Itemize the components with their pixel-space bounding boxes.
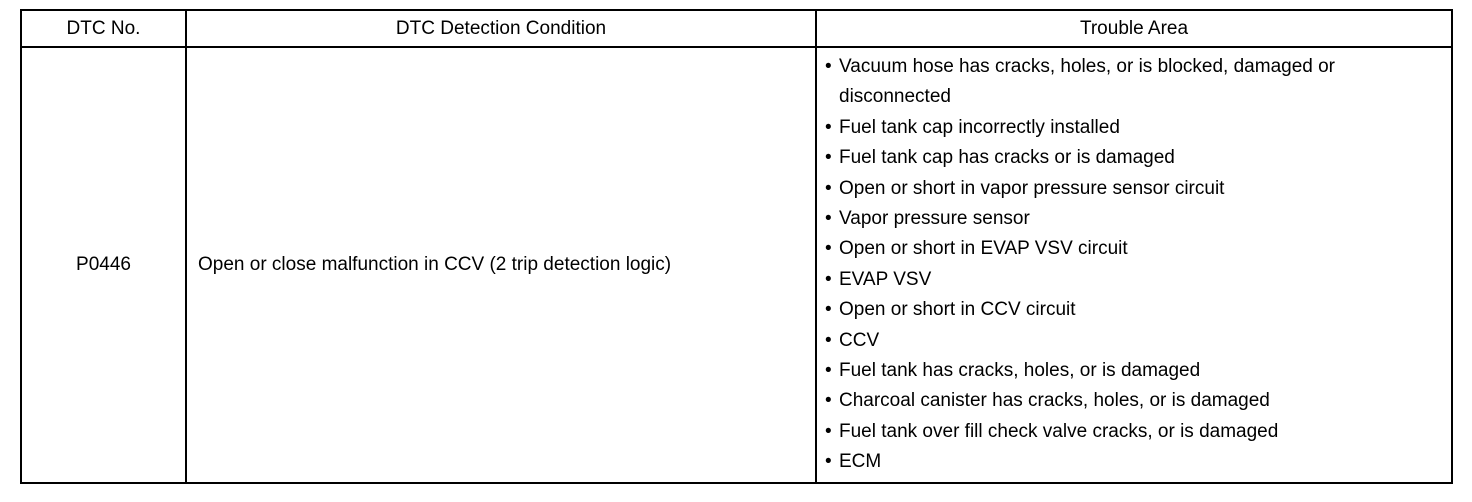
dtc-code: P0446 [21, 47, 186, 483]
list-item: • Open or short in EVAP VSV circuit [825, 234, 1443, 264]
list-item: • ECM [825, 447, 1443, 477]
header-row [21, 10, 1452, 47]
list-item: • Vacuum hose has cracks, holes, or is blocked, damaged or disconnected [825, 52, 1443, 113]
list-item: • Fuel tank cap has cracks or is damaged [825, 143, 1443, 173]
header-dtc-no: DTC No. [21, 10, 186, 47]
list-item: • Open or short in vapor pressure sensor circuit [825, 174, 1443, 204]
list-item: • Open or short in CCV circuit [825, 295, 1443, 325]
dtc-table [20, 9, 1453, 484]
list-item: • Fuel tank has cracks, holes, or is damaged [825, 356, 1443, 386]
list-item: • Charcoal canister has cracks, holes, or is damaged [825, 386, 1443, 416]
table-row [21, 47, 1452, 483]
trouble-area-list [825, 52, 1443, 478]
header-trouble-area: Trouble Area [816, 10, 1452, 47]
list-item: • CCV [825, 326, 1443, 356]
trouble-area-cell [816, 47, 1452, 483]
header-detection-condition: DTC Detection Condition [186, 10, 816, 47]
list-item: • Fuel tank cap incorrectly installed [825, 113, 1443, 143]
detection-condition: Open or close malfunction in CCV (2 trip detection logic) [186, 47, 816, 483]
list-item: • EVAP VSV [825, 265, 1443, 295]
list-item: • Fuel tank over fill check valve cracks, or is damaged [825, 417, 1443, 447]
list-item: • Vapor pressure sensor [825, 204, 1443, 234]
